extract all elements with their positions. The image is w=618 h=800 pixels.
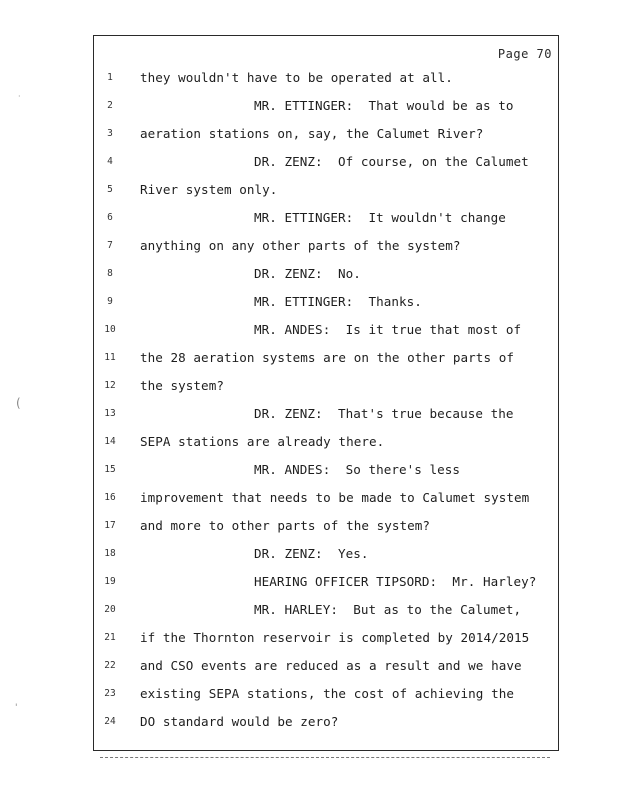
line-number: 17 [104,520,116,531]
transcript-line: DR. ZENZ: Of course, on the Calumet [254,154,529,169]
transcript-line: existing SEPA stations, the cost of achieving the [140,686,514,701]
line-number: 20 [104,604,116,615]
transcript-line: and more to other parts of the system? [140,518,431,533]
transcript-line: anything on any other parts of the system? [140,238,461,253]
line-number: 3 [107,128,113,139]
margin-dot-mark: · [18,92,21,101]
line-number: 11 [104,352,116,363]
line-number: 21 [104,632,116,643]
line-number: 16 [104,492,116,503]
transcript-line: HEARING OFFICER TIPSORD: Mr. Harley? [254,574,537,589]
transcript-line: DO standard would be zero? [140,714,339,729]
line-number: 19 [104,576,116,587]
transcript-line: MR. ANDES: Is it true that most of [254,322,522,337]
line-number: 15 [104,464,116,475]
transcript-line: MR. ETTINGER: Thanks. [254,294,422,309]
transcript-line: if the Thornton reservoir is completed by 2014/2015 [140,630,530,645]
line-number: 24 [104,716,116,727]
line-number: 22 [104,660,116,671]
line-number: 10 [104,324,116,335]
margin-bracket-mark: ( [16,396,21,410]
transcript-line: River system only. [140,182,278,197]
line-number: 5 [107,184,113,195]
transcript-line: DR. ZENZ: Yes. [254,546,369,561]
line-number: 8 [107,268,113,279]
line-number: 6 [107,212,113,223]
transcript-line: MR. ETTINGER: That would be as to [254,98,514,113]
transcript-line: MR. ETTINGER: It wouldn't change [254,210,506,225]
margin-dot-mark: ' [15,703,18,713]
page-number: Page 70 [497,47,552,61]
transcript-line: and CSO events are reduced as a result and we have [140,658,522,673]
transcript-line: SEPA stations are already there. [140,434,385,449]
transcript-line: DR. ZENZ: That's true because the [254,406,514,421]
line-number: 4 [107,156,113,167]
line-number: 12 [104,380,116,391]
line-number: 14 [104,436,116,447]
line-number: 23 [104,688,116,699]
line-number: 2 [107,100,113,111]
line-number: 1 [107,72,113,83]
footer-rule [100,757,550,758]
line-number: 13 [104,408,116,419]
transcript-line: DR. ZENZ: No. [254,266,361,281]
transcript-line: MR. HARLEY: But as to the Calumet, [254,602,522,617]
line-number: 18 [104,548,116,559]
line-number: 7 [107,240,113,251]
transcript-line: MR. ANDES: So there's less [254,462,461,477]
line-number: 9 [107,296,113,307]
transcript-line: improvement that needs to be made to Calumet system [140,490,530,505]
transcript-line: aeration stations on, say, the Calumet River? [140,126,484,141]
transcript-line: they wouldn't have to be operated at all. [140,70,453,85]
transcript-line: the 28 aeration systems are on the other parts of [140,350,514,365]
transcript-line: the system? [140,378,224,393]
